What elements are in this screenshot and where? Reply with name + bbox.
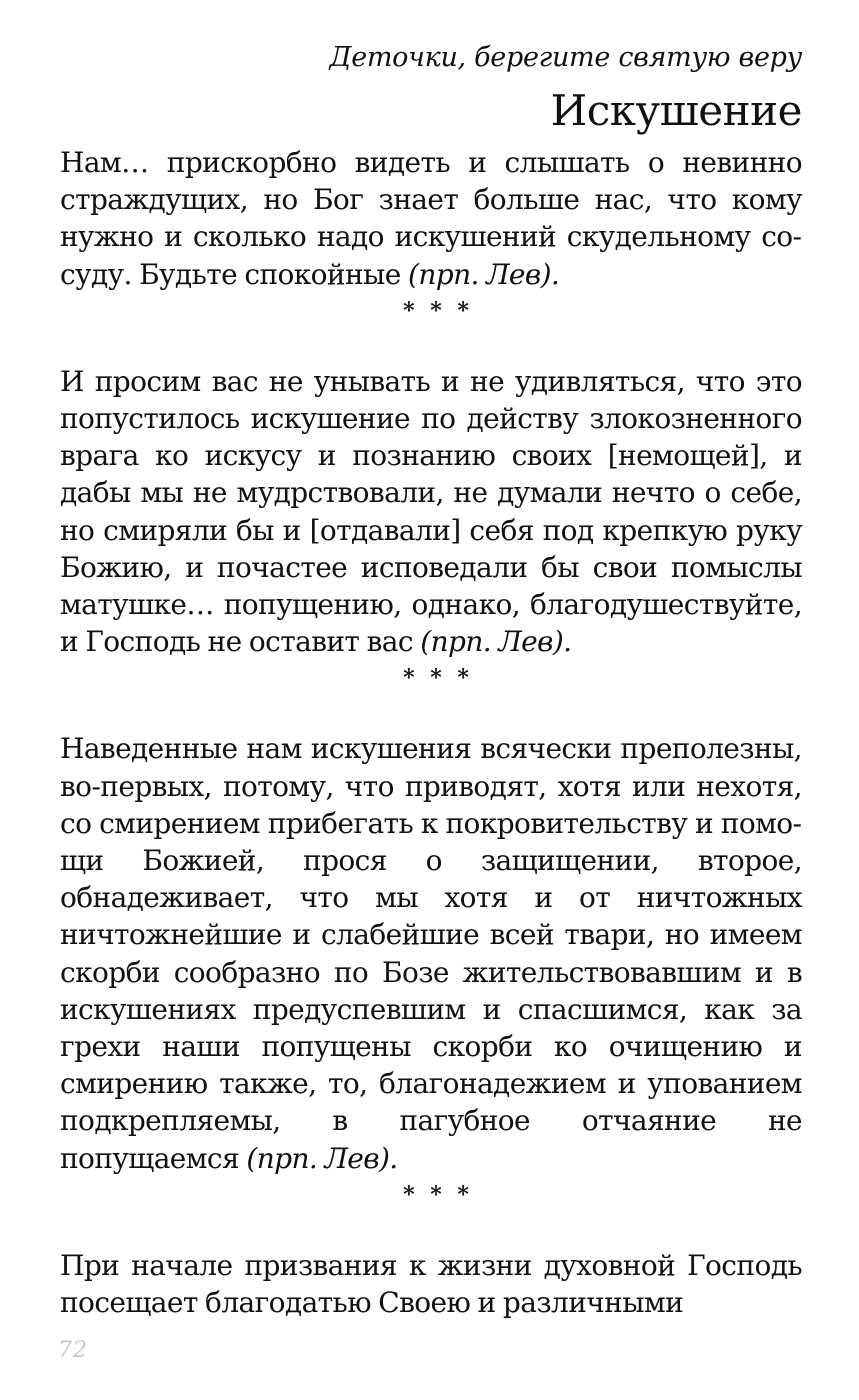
book-page — [60, 38, 802, 1321]
separator-2: * * * — [403, 665, 473, 692]
paragraph-4-text: При начале призвания к жизни духовной Господь посещает благодатью Своею и различными — [60, 1248, 802, 1320]
paragraph-3-text: Наведенные нам искушения всячески преполезны, во-первых, потому, что приводят, хотя или нехотя, со смирением прибегать к покровительству и помощи Божией, прося о защищении, второе, обнадеживает, что мы хотя и от ничтожных ничтожнейшие и слабейшие всей твари, но имеем скорби сообразно по Бозе жительствовавшим и в искушениях предуспевшим и спасшимся, как за грехи наши попущены скорби ко очищению и смирению также, то, благонадежием и упованием подкрепляемы, в пагубное отчаяние не попущаемся — [60, 732, 802, 1175]
paragraph-4 — [60, 1247, 802, 1321]
paragraph-2-citation: (прп. Лев). — [420, 625, 572, 659]
separator-3: * * * — [403, 1181, 473, 1208]
paragraph-1 — [60, 144, 802, 293]
page-number: 72 — [58, 1338, 88, 1363]
paragraph-3-citation: (прп. Лев). — [246, 1141, 398, 1175]
paragraph-2-text: И просим вас не унывать и не удивляться, что это попустилось искушение по действу злокозненного врага ко искусу и познанию своих [немощей], и дабы мы не мудрствовали, не думали нечто о себе, но смиряли бы и [отдавали] себя под крепкую руку Божию, и почастее исповедали бы свои помыслы матушке… попущению, однако, благодушествуйте, и Господь не оставит вас — [60, 364, 802, 659]
paragraph-1-citation: (прп. Лев). — [408, 257, 560, 291]
paragraph-1-text: Нам… прискорбно видеть и слышать о невинно страждущих, но Бог знает больше нас, что кому нужно и сколько надо искушений скудельному сосуду. Будьте спокойные — [60, 146, 802, 291]
spacer — [60, 696, 802, 730]
paragraph-3 — [60, 730, 802, 1176]
paragraph-2 — [60, 363, 802, 661]
spacer — [60, 329, 802, 363]
running-head: Деточки, берегите святую веру — [329, 42, 802, 73]
section-title: Искушение — [550, 86, 802, 135]
separator-1: * * * — [403, 297, 473, 324]
spacer — [60, 1213, 802, 1247]
